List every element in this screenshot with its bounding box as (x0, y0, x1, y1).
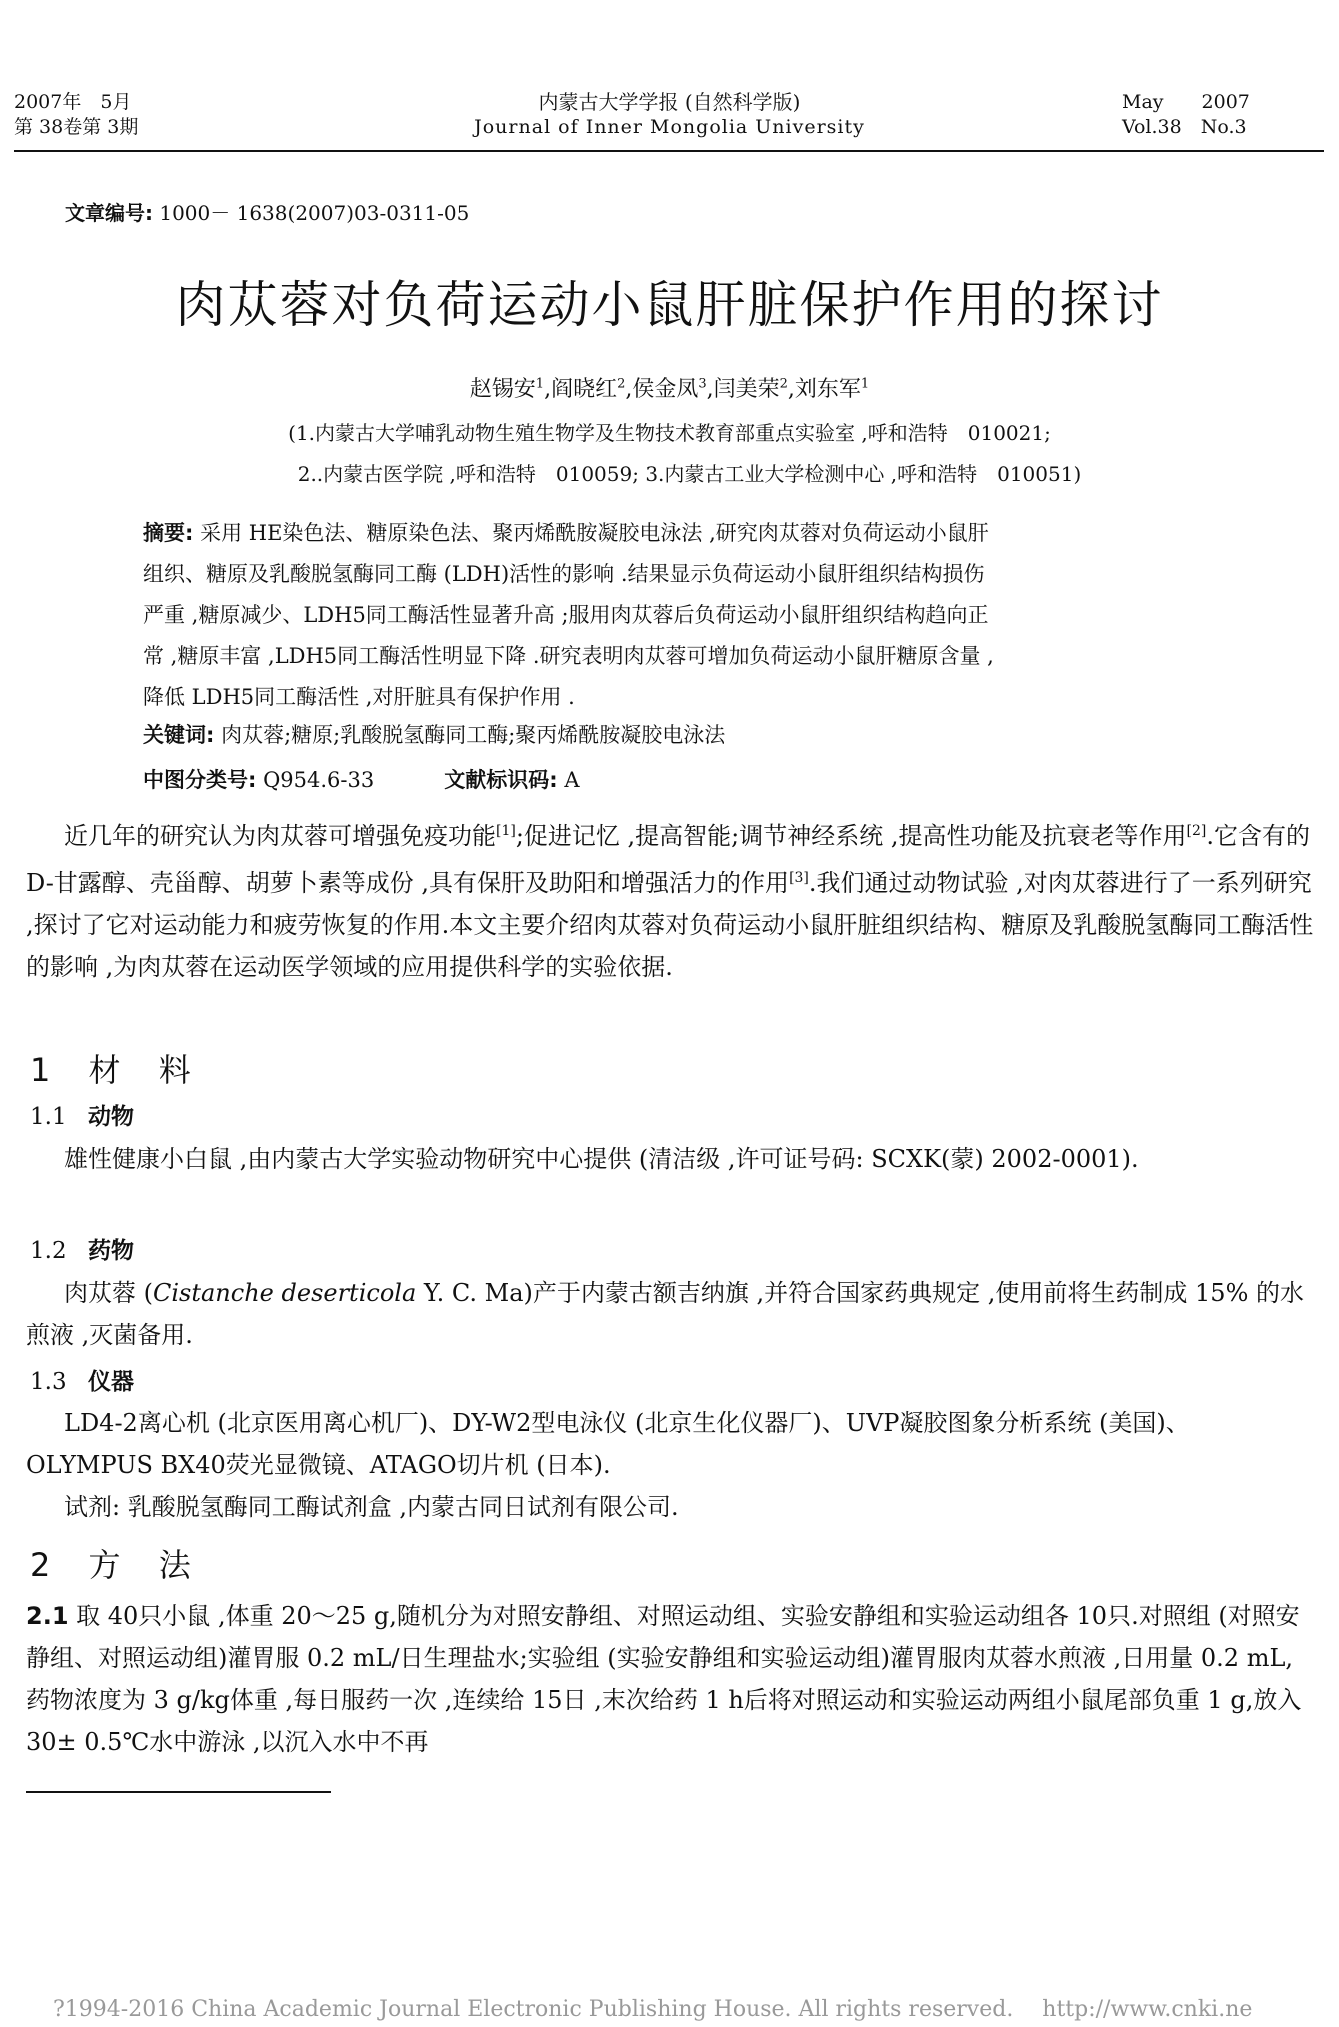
intro-paragraph: 近几年的研究认为肉苁蓉可增强免疫功能[1];促进记忆 ,提高智能;调节神经系统 ,提高性功能及抗衰老等作用[2].它含有的 D-甘露醇、壳甾醇、胡萝卜素等成份 ,具有保肝及助阳和增强活力的作用[3].我们通过动物试验 ,对肉苁蓉进行了一系列研究 ,探讨了它对运动能力和疲劳恢复的作用.本文主要介绍肉苁蓉对负荷运动小鼠肝脏组织结构、糖原及乳酸脱氢酶同工酶活性的影响 ,为肉苁蓉在运动医学领域的应用提供科学的实验依据. (26, 822, 1314, 981)
subsection-heading-animals: 1.1 动物 (30, 1104, 134, 1130)
paragraph-animals: 雄性健康小白鼠 ,由内蒙古大学实验动物研究中心提供 (清洁级 ,许可证号码: SCXK(蒙) 2002-0001). (64, 1145, 1139, 1173)
section-heading-methods: 2 方 法 (30, 1546, 205, 1584)
section-heading-materials: 1 材 料 (30, 1051, 205, 1089)
footnote-rule (26, 1791, 331, 1793)
abstract-label: 摘要: (143, 521, 194, 545)
subsection-heading-instruments: 1.3 仪器 (30, 1369, 134, 1395)
copyright-notice: ?1994-2016 China Academic Journal Electronic Publishing House. All rights reserved. http://www.cnki.ne (53, 1997, 1253, 2022)
clc-value: Q954.6-33 (256, 768, 375, 792)
article-number-value: 1000－ 1638(2007)03-0311-05 (153, 201, 470, 225)
issue-volume-en: Vol.38 No.3 (1122, 116, 1247, 138)
affiliation-line-2: 2..内蒙古医学院 ,呼和浩特 010059; 3.内蒙古工业大学检测中心 ,呼和浩特 010051) (297, 462, 1082, 486)
abstract-line: 常 ,糖原丰富 ,LDH5同工酶活性明显下降 .研究表明肉苁蓉可增加负荷运动小鼠肝糖原含量 , (143, 644, 994, 668)
article-number (65, 197, 469, 226)
affiliation-line-1: (1.内蒙古大学哺乳动物生殖生物学及生物技术教育部重点实验室 ,呼和浩特 010021; (288, 421, 1051, 445)
abstract-line: 严重 ,糖原减少、LDH5同工酶活性显著升高 ;服用肉苁蓉后负荷运动小鼠肝组织结构趋向正 (143, 603, 989, 627)
author: ,阎晓红$^2$ (544, 376, 626, 402)
author: 赵锡安$^1$ (469, 376, 545, 402)
header-rule (14, 150, 1324, 152)
classification (143, 760, 1143, 801)
clc-label: 中图分类号: (143, 768, 257, 792)
author: ,刘东军$^1$ (787, 376, 870, 402)
abstract (143, 513, 1143, 718)
issue-volume-cn: 第 38卷第 3期 (14, 116, 139, 138)
doc-code-value: A (557, 768, 580, 792)
journal-name-en: Journal of Inner Mongolia University (474, 116, 865, 138)
journal-name-cn: 内蒙古大学学报 (自然科学版) (538, 90, 801, 114)
paragraph-reagents: 试剂: 乳酸脱氢酶同工酶试剂盒 ,内蒙古同日试剂有限公司. (64, 1493, 679, 1521)
keywords (143, 715, 1143, 756)
issue-date-en: May 2007 (1122, 91, 1250, 113)
citation-ref[interactable]: [1] (496, 823, 516, 839)
author: ,闫美荣$^2$ (706, 376, 788, 402)
doc-code-label: 文献标识码: (444, 768, 558, 792)
paragraph-methods: 2.1 取 40只小鼠 ,体重 20～25 g,随机分为对照安静组、对照运动组、实验安静组和实验运动组各 10只.对照组 (对照安静组、对照运动组)灌胃服 0.2 mL/日生理盐水;实验组 (实验安静组和实验运动组)灌胃服肉苁蓉水煎液 ,日用量 0.2 mL,药物浓度为 3 g/kg体重 ,每日服药一次 ,连续给 15日 ,末次给药 1 h后将对照运动和实验运动两组小鼠尾部负重 1 g,放入 30± 0.5℃水中游泳 ,以沉入水中不再 (26, 1602, 1302, 1756)
keywords-label: 关键词: (143, 723, 215, 747)
paragraph-drugs: 肉苁蓉 (Cistanche deserticola Y. C. Ma)产于内蒙古额吉纳旗 ,并符合国家药典规定 ,使用前将生药制成 15% 的水煎液 ,灭菌备用. (26, 1279, 1305, 1349)
species-name: Cistanche deserticola (153, 1279, 417, 1307)
abstract-line: 采用 HE染色法、糖原染色法、聚丙烯酰胺凝胶电泳法 ,研究肉苁蓉对负荷运动小鼠肝 (193, 521, 989, 545)
article-number-label: 文章编号: (65, 201, 153, 225)
paper-title: 肉苁蓉对负荷运动小鼠肝脏保护作用的探讨 (175, 276, 1164, 334)
abstract-line: 组织、糖原及乳酸脱氢酶同工酶 (LDH)活性的影响 .结果显示负荷运动小鼠肝组织结构损伤 (143, 562, 985, 586)
author: ,侯金凤$^3$ (625, 376, 707, 402)
keywords-value: 肉苁蓉;糖原;乳酸脱氢酶同工酶;聚丙烯酰胺凝胶电泳法 (214, 723, 726, 747)
citation-ref[interactable]: [2] (1186, 823, 1207, 839)
issue-date-cn: 2007年 5月 (14, 91, 132, 113)
introduction (26, 810, 1316, 988)
author-list (0, 372, 1339, 403)
citation-ref[interactable]: [3] (789, 870, 809, 886)
journal-issue-en (1122, 90, 1250, 140)
abstract-line: 降低 LDH5同工酶活性 ,对肝脏具有保护作用 . (143, 685, 575, 709)
subsection-heading-drugs: 1.2 药物 (30, 1238, 134, 1264)
paragraph-instruments: LD4-2离心机 (北京医用离心机厂)、DY-W2型电泳仪 (北京生化仪器厂)、UVP凝胶图象分析系统 (美国)、OLYMPUS BX40荧光显微镜、ATAGO切片机 (日本). 试剂: 乳酸脱氢酶同工酶试剂盒 ,内蒙古同日试剂有限公司. (26, 1402, 1316, 1528)
